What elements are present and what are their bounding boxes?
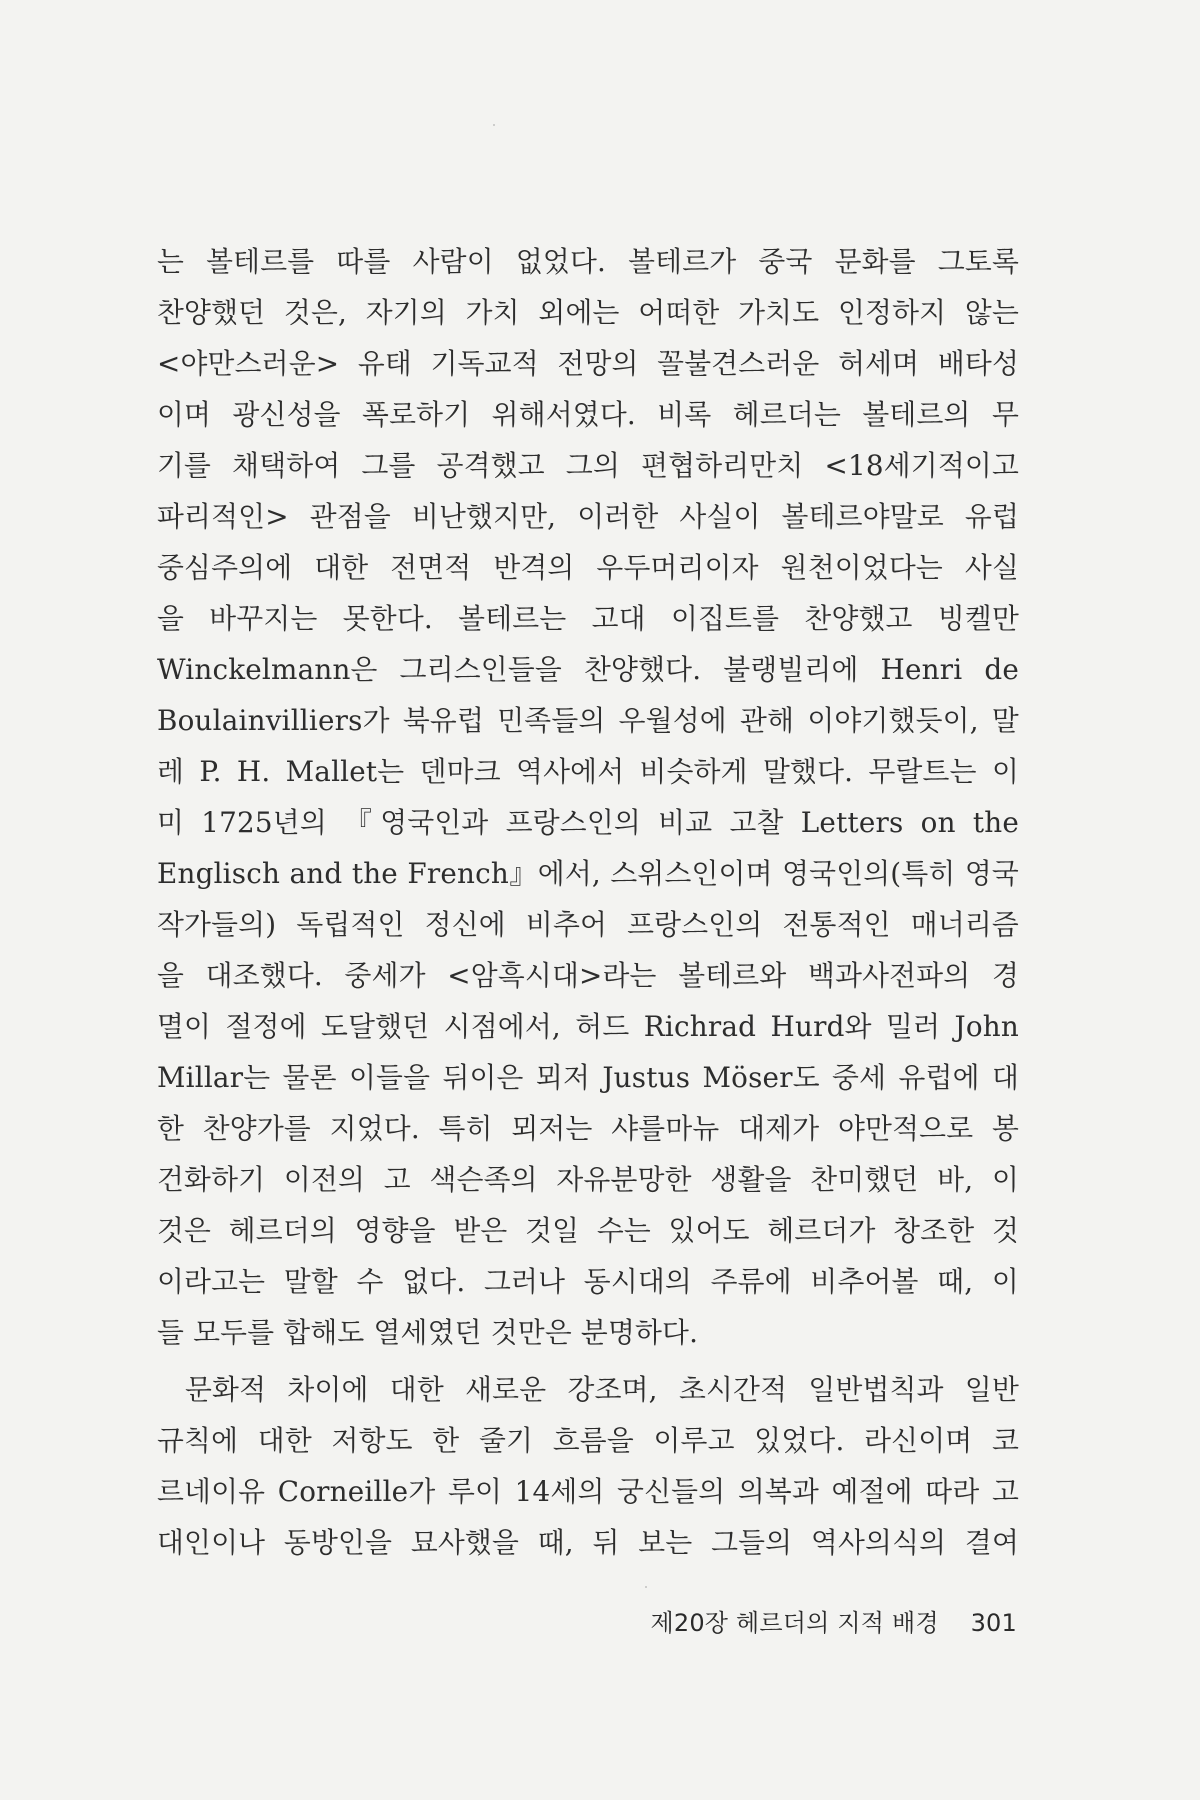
scan-speck bbox=[493, 124, 495, 126]
text-line: 이며 광신성을 폭로하기 위해서였다. 비록 헤르더는 볼테르의 무 bbox=[157, 398, 1019, 431]
text-line: 파리적인> 관점을 비난했지만, 이러한 사실이 볼테르야말로 유럽 bbox=[157, 500, 1019, 533]
text-line: 중심주의에 대한 전면적 반격의 우두머리이자 원천이었다는 사실 bbox=[157, 551, 1019, 584]
text-line: 기를 채택하여 그를 공격했고 그의 편협하리만치 <18세기적이고 bbox=[157, 449, 1019, 482]
text-line: 는 볼테르를 따를 사람이 없었다. 볼테르가 중국 문화를 그토록 bbox=[157, 245, 1019, 278]
text-line: 을 바꾸지는 못한다. 볼테르는 고대 이집트를 찬양했고 빙켈만 bbox=[157, 602, 1019, 635]
text-line: 한 찬양가를 지었다. 특히 뫼저는 샤를마뉴 대제가 야만적으로 봉 bbox=[157, 1112, 1019, 1145]
paragraph bbox=[157, 236, 1019, 1358]
page-number: 301 bbox=[970, 1609, 1017, 1637]
text-line: Boulainvilliers가 북유럽 민족들의 우월성에 관해 이야기했듯이, 말 bbox=[157, 704, 1019, 737]
running-footer bbox=[600, 1603, 1017, 1638]
text-line: 건화하기 이전의 고 색슨족의 자유분망한 생활을 찬미했던 바, 이 bbox=[157, 1163, 1019, 1196]
text-line: 작가들의) 독립적인 정신에 비추어 프랑스인의 전통적인 매너리즘 bbox=[157, 908, 1019, 941]
text-line: 이라고는 말할 수 없다. 그러나 동시대의 주류에 비추어볼 때, 이 bbox=[157, 1265, 1019, 1298]
scan-speck bbox=[645, 1586, 647, 1588]
text-line: 규칙에 대한 저항도 한 줄기 흐름을 이루고 있었다. 라신이며 코 bbox=[157, 1424, 1019, 1457]
text-line: 대인이나 동방인을 묘사했을 때, 뒤 보는 그들의 역사의식의 결여 bbox=[157, 1526, 1019, 1559]
text-line: 찬양했던 것은, 자기의 가치 외에는 어떠한 가치도 인정하지 않는 bbox=[157, 296, 1019, 329]
text-line: 미 1725년의 『영국인과 프랑스인의 비교 고찰 Letters on the bbox=[157, 806, 1019, 839]
text-line: 것은 헤르더의 영향을 받은 것일 수는 있어도 헤르더가 창조한 것 bbox=[157, 1214, 1019, 1247]
body-text bbox=[157, 236, 1019, 1568]
text-line: 문화적 차이에 대한 새로운 강조며, 초시간적 일반법칙과 일반 bbox=[185, 1373, 1019, 1406]
text-line: Winckelmann은 그리스인들을 찬양했다. 불랭빌리에 Henri de bbox=[157, 653, 1019, 686]
text-line: 을 대조했다. 중세가 <암흑시대>라는 볼테르와 백과사전파의 경 bbox=[157, 959, 1019, 992]
text-line: Englisch and the French』에서, 스위스인이며 영국인의(특히 영국 bbox=[157, 857, 1019, 890]
text-line: 르네이유 Corneille가 루이 14세의 궁신들의 의복과 예절에 따라 고 bbox=[157, 1475, 1019, 1508]
text-line: <야만스러운> 유태 기독교적 전망의 꼴불견스러운 허세며 배타성 bbox=[157, 347, 1019, 380]
text-line: 레 P. H. Mallet는 덴마크 역사에서 비슷하게 말했다. 무랄트는 이 bbox=[157, 755, 1019, 788]
text-line: Millar는 물론 이들을 뒤이은 뫼저 Justus Möser도 중세 유럽에 대 bbox=[157, 1061, 1019, 1094]
text-line: 들 모두를 합해도 열세였던 것만은 분명하다. bbox=[157, 1316, 699, 1349]
chapter-title: 제20장 헤르더의 지적 배경 bbox=[650, 1609, 939, 1637]
paragraph bbox=[157, 1364, 1019, 1568]
text-line: 멸이 절정에 도달했던 시점에서, 허드 Richrad Hurd와 밀러 John bbox=[157, 1010, 1019, 1043]
